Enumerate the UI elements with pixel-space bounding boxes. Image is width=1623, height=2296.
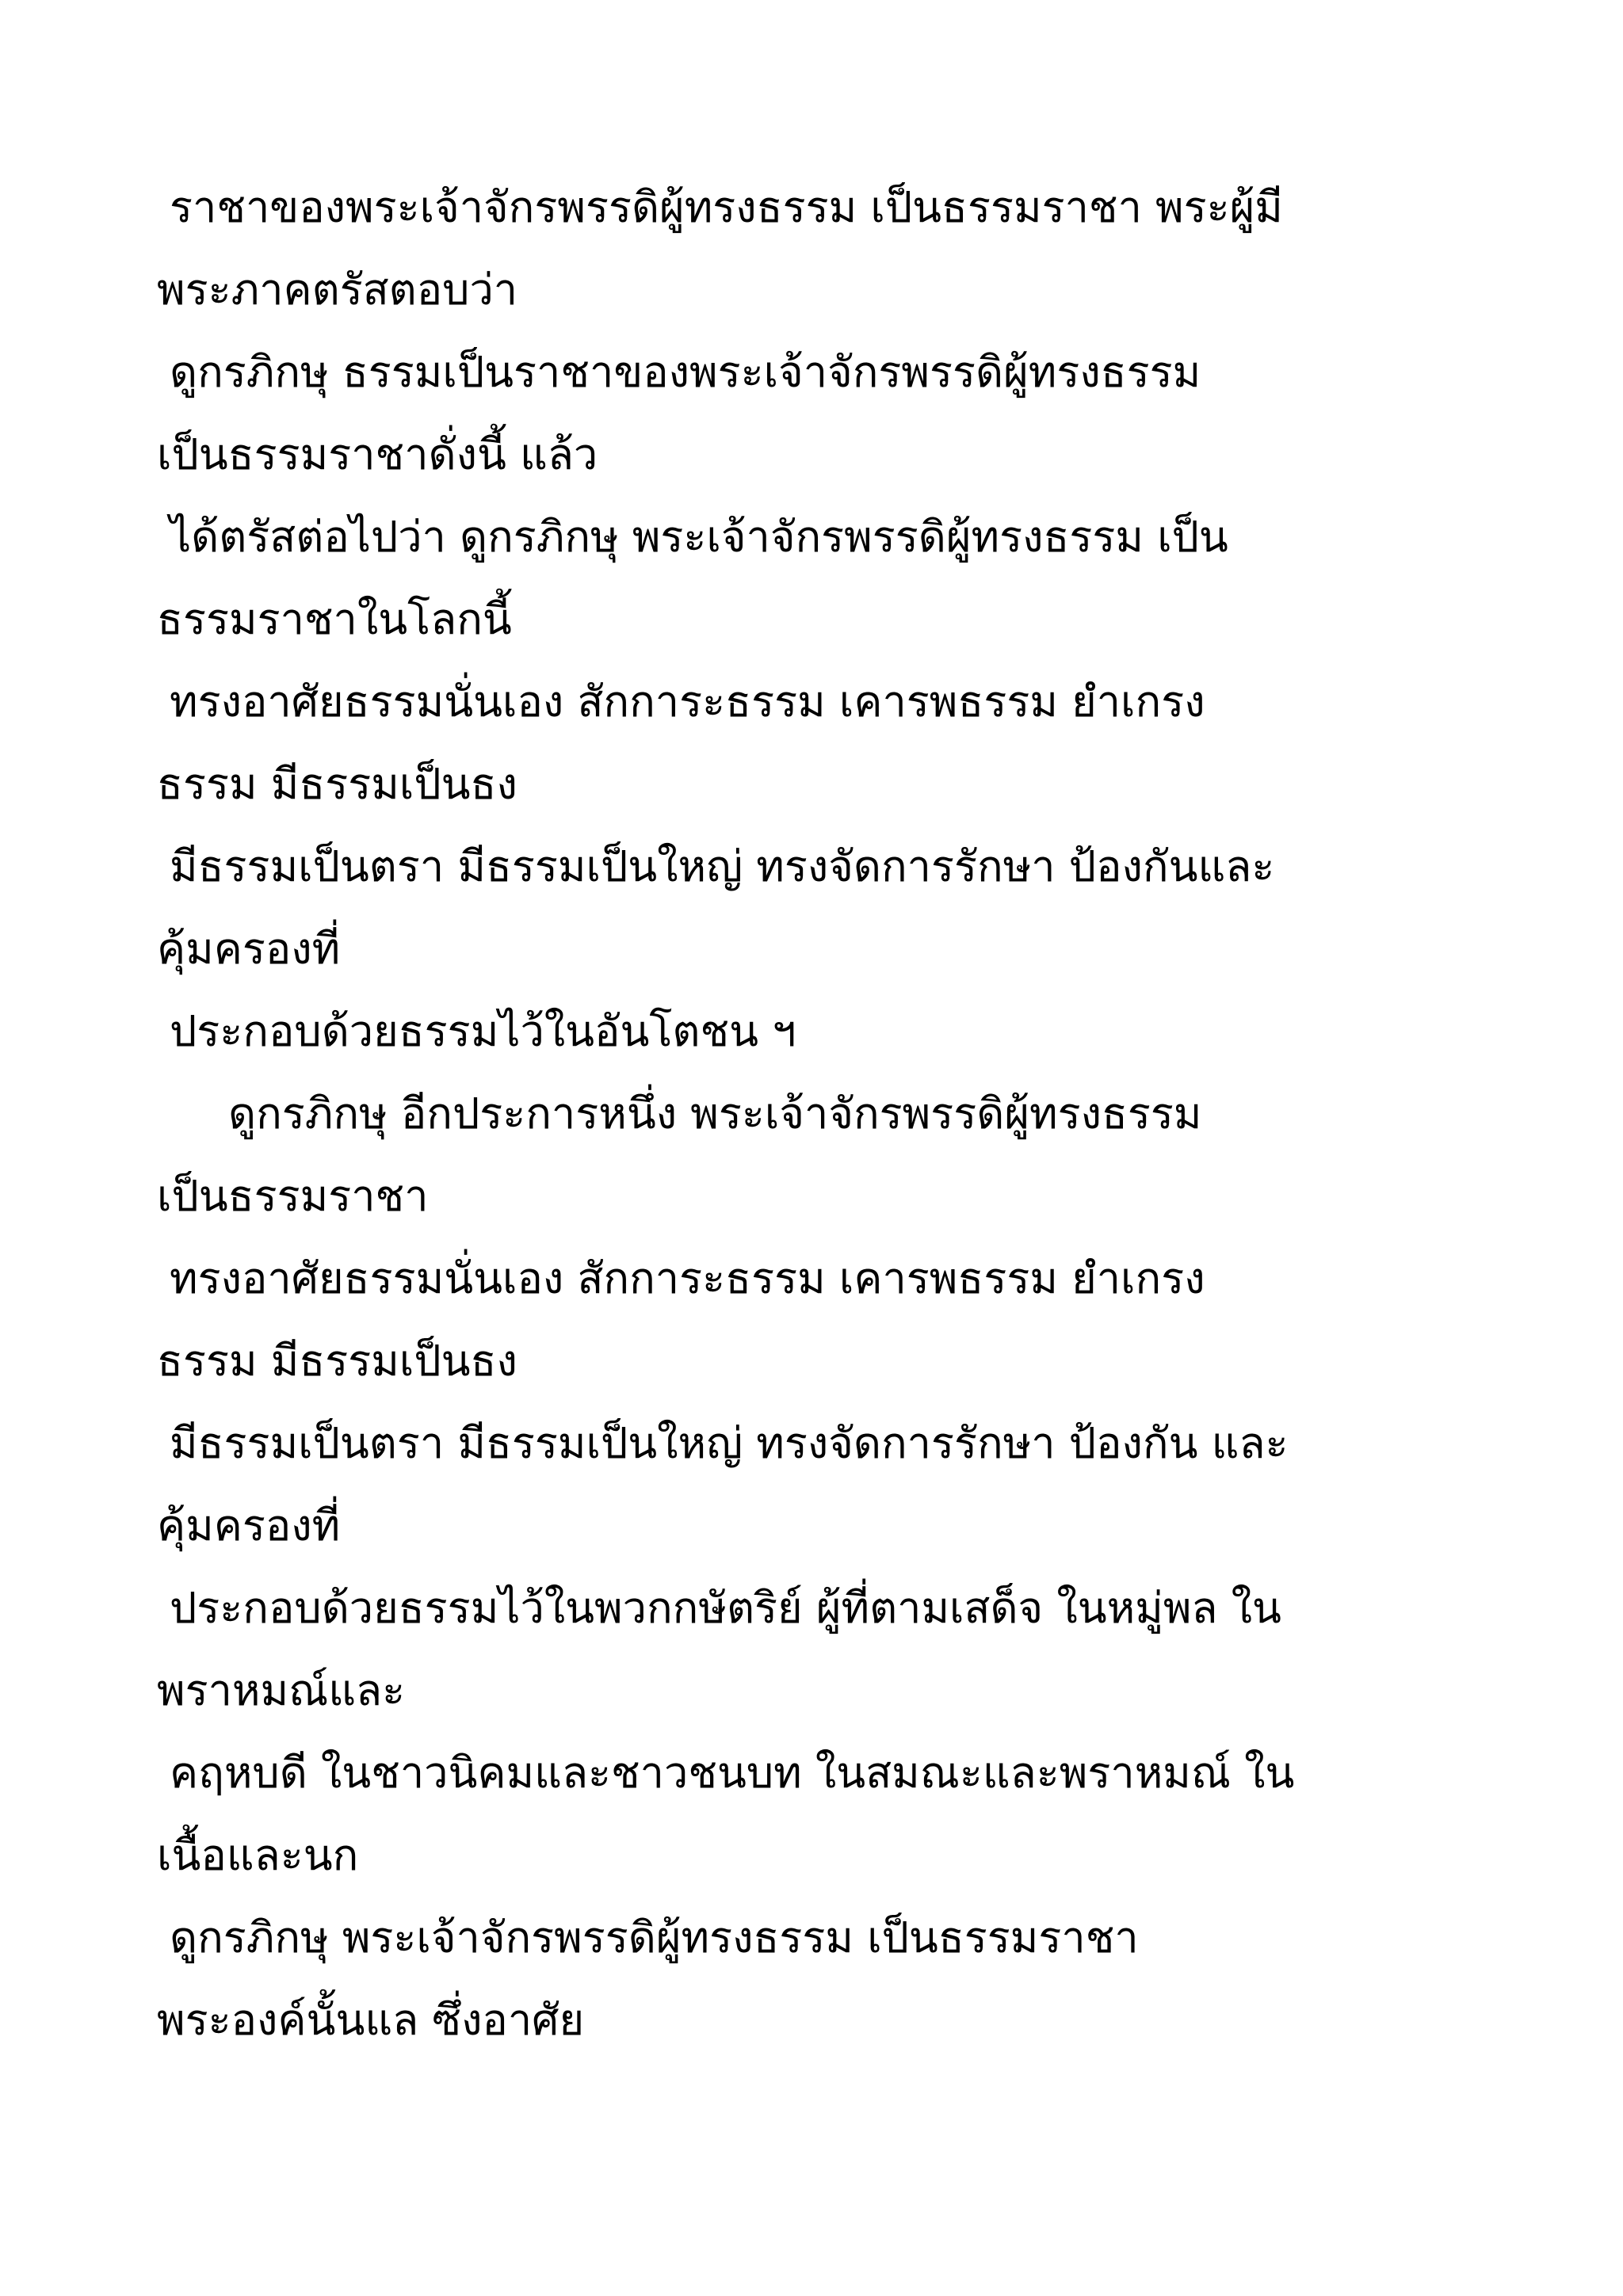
text-line: คฤหบดี ในชาวนิคมและชาวชนบท ในสมณะและพราหมณ์ ใน: [170, 1748, 1295, 1798]
text-line: ดูกรภิกษุ อีกประการหนึ่ง พระเจ้าจักรพรรดิผู้ทรงธรรม: [228, 1089, 1202, 1138]
text-line: ประกอบด้วยธรรมไว้ในพวกกษัตริย์ ผู้ที่ตามเสด็จ ในหมู่พล ใน: [170, 1583, 1281, 1633]
body-text: [157, 166, 1504, 2061]
text-line: เนื้อและนก: [157, 1830, 359, 1880]
text-line: คุ้มครองที่: [157, 924, 341, 974]
text-line: เป็นธรรมราชา: [157, 1171, 429, 1221]
text-line: ธรรม มีธรรมเป็นธง: [157, 1336, 517, 1386]
text-line: ราชาของพระเจ้าจักรพรรดิผู้ทรงธรรม เป็นธรรมราชา พระผู้มี: [170, 182, 1283, 232]
text-line: ได้ตรัสต่อไปว่า ดูกรภิกษุ พระเจ้าจักรพรรดิผู้ทรงธรรม เป็น: [170, 512, 1228, 562]
text-line: พระองค์นั้นแล ซึ่งอาศัย: [157, 1995, 585, 2045]
text-line: ธรรม มีธรรมเป็นธง: [157, 759, 517, 809]
text-line: มีธรรมเป็นตรา มีธรรมเป็นใหญ่ ทรงจัดการรักษา ป้องกันและ: [170, 841, 1275, 891]
text-line: ดูกรภิกษุ พระเจ้าจักรพรรดิผู้ทรงธรรม เป็นธรรมราชา: [170, 1913, 1139, 1962]
text-line: ทรงอาศัยธรรมนั่นเอง สักการะธรรม เคารพธรรม ยำเกรง: [170, 1253, 1205, 1303]
text-line: พราหมณ์และ: [157, 1665, 406, 1715]
text-line: พระภาคตรัสตอบว่า: [157, 265, 518, 315]
text-line: คุ้มครองที่: [157, 1501, 341, 1550]
text-line: มีธรรมเป็นตรา มีธรรมเป็นใหญ่ ทรงจัดการรักษา ป้องกัน และ: [170, 1418, 1289, 1468]
text-line: ดูกรภิกษุ ธรรมเป็นราชาของพระเจ้าจักรพรรดิผู้ทรงธรรม: [170, 347, 1201, 397]
text-line: ประกอบด้วยธรรมไว้ในอันโตชน ฯ: [170, 1006, 796, 1056]
text-line: ธรรมราชาในโลกนี้: [157, 594, 512, 644]
text-line: เป็นธรรมราชาดั่งนี้ แล้ว: [157, 429, 598, 479]
text-line: ทรงอาศัยธรรมนั่นเอง สักการะธรรม เคารพธรรม ยำเกรง: [170, 677, 1205, 727]
